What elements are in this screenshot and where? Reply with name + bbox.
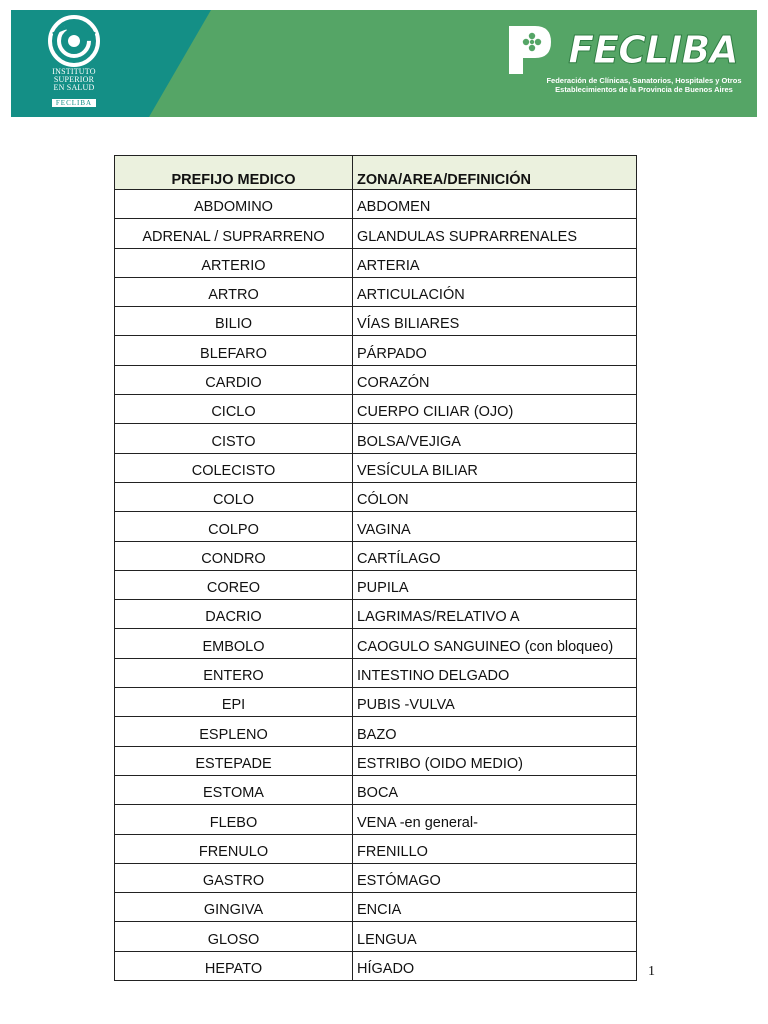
table-row (115, 629, 637, 658)
definition-cell: ARTERIA (353, 248, 637, 277)
table-row (115, 424, 637, 453)
definition-cell: PUBIS -VULVA (353, 688, 637, 717)
prefix-cell: BILIO (115, 307, 353, 336)
table-row (115, 482, 637, 511)
table-row (115, 570, 637, 599)
table-row (115, 395, 637, 424)
prefix-cell: FLEBO (115, 805, 353, 834)
definition-cell: VAGINA (353, 512, 637, 541)
prefix-cell: ESPLENO (115, 717, 353, 746)
table-row (115, 365, 637, 394)
institute-brand: FECLIBA (52, 99, 96, 107)
fecliba-subtitle (535, 76, 753, 94)
prefix-cell: CONDRO (115, 541, 353, 570)
fecliba-p-icon (505, 24, 553, 76)
table-row (115, 190, 637, 219)
definition-cell: CUERPO CILIAR (OJO) (353, 395, 637, 424)
institute-line-1: INSTITUTO (52, 67, 96, 76)
definition-cell: ENCIA (353, 893, 637, 922)
definition-cell: VÍAS BILIARES (353, 307, 637, 336)
prefix-cell: ARTRO (115, 277, 353, 306)
fecliba-subtitle-line-2: Establecimientos de la Provincia de Buenos Aires (555, 85, 733, 94)
prefix-cell: EMBOLO (115, 629, 353, 658)
definition-cell: LAGRIMAS/RELATIVO A (353, 600, 637, 629)
definition-cell: VESÍCULA BILIAR (353, 453, 637, 482)
fecliba-logo (505, 24, 753, 104)
prefix-cell: CARDIO (115, 365, 353, 394)
table-row (115, 863, 637, 892)
definition-cell: CORAZÓN (353, 365, 637, 394)
definition-cell: ESTÓMAGO (353, 863, 637, 892)
table-row (115, 922, 637, 951)
prefix-cell: ESTOMA (115, 775, 353, 804)
prefix-cell: COLO (115, 482, 353, 511)
table-row (115, 834, 637, 863)
table-row (115, 307, 637, 336)
table-header-row (115, 156, 637, 190)
table-row (115, 277, 637, 306)
table-row (115, 951, 637, 980)
prefix-cell: ARTERIO (115, 248, 353, 277)
definition-cell: LENGUA (353, 922, 637, 951)
prefix-cell: EPI (115, 688, 353, 717)
definition-cell: INTESTINO DELGADO (353, 658, 637, 687)
prefix-cell: ENTERO (115, 658, 353, 687)
prefix-cell: BLEFARO (115, 336, 353, 365)
institute-logo (39, 14, 109, 110)
table-row (115, 688, 637, 717)
table-row (115, 805, 637, 834)
table-row (115, 219, 637, 248)
institute-swirl-icon (47, 14, 101, 68)
column-header-prefix: PREFIJO MEDICO (115, 156, 353, 190)
prefix-cell: GINGIVA (115, 893, 353, 922)
table-row (115, 453, 637, 482)
table-row (115, 600, 637, 629)
definition-cell: ABDOMEN (353, 190, 637, 219)
prefix-cell: CICLO (115, 395, 353, 424)
prefix-cell: COLPO (115, 512, 353, 541)
definition-cell: BAZO (353, 717, 637, 746)
table-row (115, 336, 637, 365)
prefix-cell: ADRENAL / SUPRARRENO (115, 219, 353, 248)
table-row (115, 893, 637, 922)
definition-cell: CÓLON (353, 482, 637, 511)
prefix-cell: DACRIO (115, 600, 353, 629)
table-row (115, 746, 637, 775)
table-row (115, 541, 637, 570)
table-row (115, 658, 637, 687)
definition-cell: GLANDULAS SUPRARRENALES (353, 219, 637, 248)
prefix-cell: CISTO (115, 424, 353, 453)
fecliba-subtitle-line-1: Federación de Clínicas, Sanatorios, Hospitales y Otros (546, 76, 742, 85)
definition-cell: PÁRPADO (353, 336, 637, 365)
header-banner (11, 10, 757, 117)
prefix-cell: COREO (115, 570, 353, 599)
prefix-cell: GASTRO (115, 863, 353, 892)
definition-cell: CARTÍLAGO (353, 541, 637, 570)
table-row (115, 248, 637, 277)
institute-line-2: SUPERIOR (53, 75, 95, 84)
prefix-table (114, 155, 637, 981)
table-row (115, 717, 637, 746)
institute-line-3: EN SALUD (53, 83, 95, 92)
definition-cell: BOCA (353, 775, 637, 804)
definition-cell: PUPILA (353, 570, 637, 599)
page-number: 1 (648, 964, 655, 979)
definition-cell: ARTICULACIÓN (353, 277, 637, 306)
definition-cell: FRENILLO (353, 834, 637, 863)
table-row (115, 775, 637, 804)
definition-cell: BOLSA/VEJIGA (353, 424, 637, 453)
prefix-cell: HEPATO (115, 951, 353, 980)
definition-cell: ESTRIBO (OIDO MEDIO) (353, 746, 637, 775)
fecliba-wordmark: FECLIBA (568, 28, 738, 72)
prefix-cell: GLOSO (115, 922, 353, 951)
prefix-cell: ABDOMINO (115, 190, 353, 219)
definition-cell: HÍGADO (353, 951, 637, 980)
prefix-cell: ESTEPADE (115, 746, 353, 775)
definition-cell: VENA -en general- (353, 805, 637, 834)
definition-cell: CAOGULO SANGUINEO (con bloqueo) (353, 629, 637, 658)
prefix-cell: COLECISTO (115, 453, 353, 482)
prefix-cell: FRENULO (115, 834, 353, 863)
column-header-zone: ZONA/AREA/DEFINICIÓN (353, 156, 637, 190)
table-row (115, 512, 637, 541)
